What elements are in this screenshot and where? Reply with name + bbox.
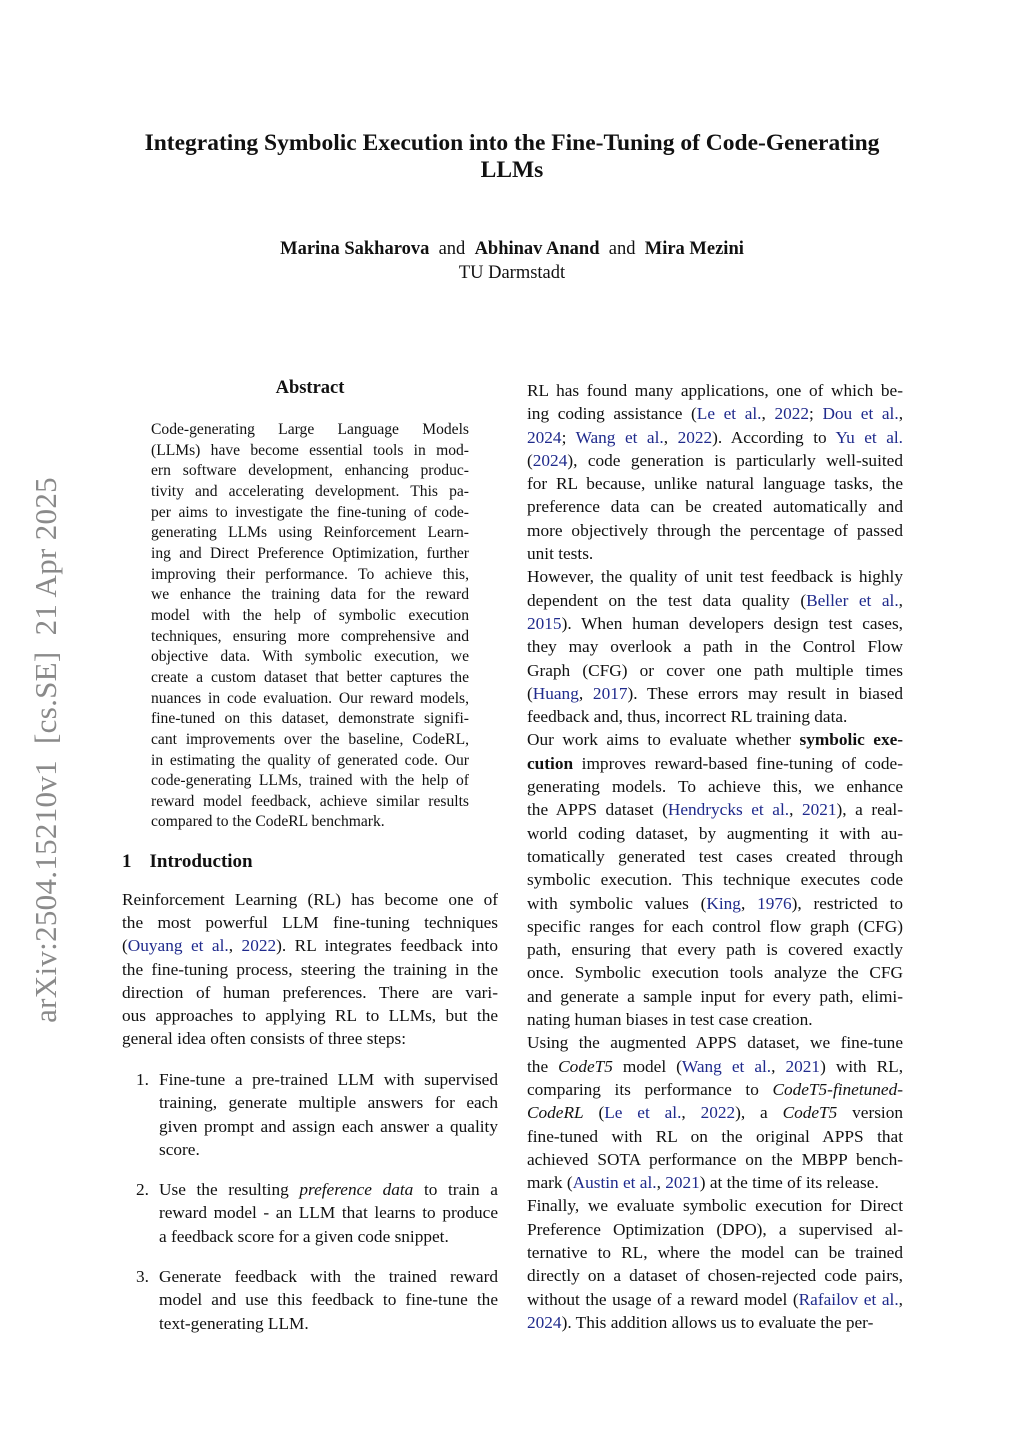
citation-link[interactable]: 2021 bbox=[801, 800, 837, 820]
citation-link[interactable]: 2021 bbox=[785, 1056, 821, 1076]
text-span: score. bbox=[159, 1139, 200, 1159]
text-span: symbolic execution. This technique executes code bbox=[527, 870, 903, 890]
text-span: generating models. To achieve this, we enhance bbox=[527, 777, 903, 797]
text-span: ern software development, enhancing produc- bbox=[151, 462, 469, 480]
text-line bbox=[527, 728, 903, 751]
text-line bbox=[527, 659, 903, 682]
text-line bbox=[527, 1241, 903, 1264]
text-span: ternative to RL, where the model can be trained bbox=[527, 1242, 903, 1262]
text-line bbox=[527, 1078, 903, 1101]
list-item-text bbox=[159, 1068, 498, 1161]
text-line bbox=[159, 1178, 498, 1201]
text-span: we enhance the training data for the reward bbox=[151, 586, 469, 604]
text-span: ), restricted to bbox=[791, 893, 904, 913]
author-block bbox=[100, 237, 924, 285]
text-line bbox=[527, 426, 903, 449]
text-span: given prompt and assign each answer a quality bbox=[159, 1116, 498, 1136]
list-number: 1. bbox=[136, 1070, 149, 1089]
text-span: Graph (CFG) or cover one path multiple times bbox=[527, 660, 903, 680]
text-span: without the usage of a reward model ( bbox=[527, 1289, 799, 1309]
text-span: directly on a dataset of chosen-rejected code pairs, bbox=[527, 1266, 903, 1286]
text-span: nuances in code evaluation. Our reward models, bbox=[151, 689, 469, 707]
text-span: world coding dataset, by augmenting it with au- bbox=[527, 823, 903, 843]
text-span: , bbox=[578, 683, 593, 703]
text-span: once. Symbolic execution tools analyze the CFG bbox=[527, 963, 903, 983]
text-line bbox=[527, 752, 903, 775]
text-line bbox=[527, 1311, 903, 1334]
text-line bbox=[151, 627, 469, 648]
text-span: , bbox=[789, 800, 802, 820]
text-span: improving their performance. To achieve this, bbox=[151, 565, 469, 583]
text-line bbox=[122, 958, 498, 981]
text-line bbox=[527, 892, 903, 915]
citation-link[interactable]: Wang et al. bbox=[575, 427, 664, 447]
text-span: reward model feedback, achieve similar results bbox=[151, 792, 469, 810]
text-span: ). These errors may result in biased bbox=[627, 683, 904, 703]
text-line bbox=[159, 1312, 498, 1335]
text-line bbox=[527, 379, 903, 402]
paragraph bbox=[151, 420, 469, 833]
text-line bbox=[151, 420, 469, 441]
text-line bbox=[151, 771, 469, 792]
text-span: the APPS dataset ( bbox=[527, 800, 668, 820]
text-span: Using the augmented APPS dataset, we fine-tune bbox=[527, 1033, 903, 1053]
introduction-body bbox=[122, 888, 498, 1050]
text-span: Code-generating Large Language Models bbox=[151, 421, 469, 438]
paper-title bbox=[100, 130, 924, 184]
text-span: Our work aims to evaluate whether bbox=[527, 730, 800, 750]
paragraph bbox=[122, 888, 498, 1050]
text-line bbox=[159, 1091, 498, 1114]
author-separator: and bbox=[608, 239, 636, 259]
text-line bbox=[122, 1027, 498, 1050]
text-line bbox=[151, 606, 469, 627]
text-line bbox=[122, 911, 498, 934]
citation-link[interactable]: 1976 bbox=[757, 893, 792, 913]
text-line bbox=[151, 709, 469, 730]
text-span: ), a real- bbox=[836, 800, 903, 820]
text-line bbox=[151, 441, 469, 462]
text-line bbox=[527, 565, 903, 588]
text-span: ). When human developers design test cases, bbox=[561, 613, 903, 633]
citation-link[interactable]: Ouyang et al. bbox=[127, 936, 229, 956]
text-line bbox=[527, 1125, 903, 1148]
text-span: , bbox=[898, 590, 903, 610]
text-span: code-generating LLMs, trained with the help of bbox=[151, 772, 469, 790]
citation-link[interactable]: 2015 bbox=[527, 613, 562, 633]
text-line bbox=[527, 868, 903, 891]
text-line bbox=[527, 1288, 903, 1311]
abstract-heading: Abstract bbox=[275, 378, 345, 398]
section-heading-introduction bbox=[122, 851, 253, 873]
abstract-body bbox=[151, 420, 469, 833]
text-span: more objectively through the percentage of passed bbox=[527, 520, 903, 540]
citation-link[interactable]: Le et al. bbox=[696, 404, 762, 424]
text-span: path, ensuring that every path is covered exactly bbox=[527, 940, 903, 960]
arxiv-identifier-stamp: arXiv:2504.15210v1 [cs.SE] 21 Apr 2025 bbox=[28, 477, 63, 1023]
bold-text: cution bbox=[527, 753, 574, 773]
text-span: ; bbox=[561, 427, 576, 447]
list-item-text bbox=[159, 1265, 498, 1335]
text-line bbox=[527, 985, 903, 1008]
text-line bbox=[122, 934, 498, 957]
text-line bbox=[527, 1148, 903, 1171]
text-span: mark ( bbox=[527, 1173, 573, 1193]
text-span: training, generate multiple answers for each bbox=[159, 1093, 498, 1113]
text-span: nating human biases in test case creation. bbox=[527, 1010, 813, 1030]
list-item bbox=[122, 1068, 498, 1161]
text-line bbox=[527, 635, 903, 658]
text-line bbox=[151, 751, 469, 772]
text-line bbox=[151, 461, 469, 482]
text-span: ), code generation is particularly well-suited bbox=[567, 450, 903, 470]
list-item-text bbox=[159, 1178, 498, 1248]
text-line bbox=[527, 798, 903, 821]
text-span: Generate feedback with the trained reward bbox=[159, 1267, 498, 1286]
text-line bbox=[159, 1225, 498, 1248]
text-line bbox=[527, 822, 903, 845]
text-line bbox=[159, 1138, 498, 1161]
text-span: , bbox=[228, 936, 242, 956]
text-span: specific ranges for each control flow graph (CFG) bbox=[527, 916, 903, 936]
italic-text: CodeT5 bbox=[558, 1056, 613, 1076]
text-span: RL has found many applications, one of which be- bbox=[527, 381, 903, 400]
citation-link[interactable]: Huang bbox=[532, 683, 579, 703]
citation-link[interactable]: 2022 bbox=[700, 1103, 736, 1123]
text-span: , bbox=[656, 1173, 666, 1193]
text-span: Preference Optimization (DPO), a supervised al- bbox=[527, 1219, 903, 1239]
text-span: ). This addition allows us to evaluate the per- bbox=[561, 1312, 874, 1332]
citation-link[interactable]: Rafailov et al. bbox=[798, 1289, 899, 1309]
text-span: they may overlook a path in the Control Flow bbox=[527, 637, 903, 657]
list-item bbox=[122, 1178, 498, 1248]
text-line bbox=[159, 1288, 498, 1311]
citation-link[interactable]: Hendrycks et al. bbox=[667, 800, 790, 820]
text-line bbox=[159, 1068, 498, 1091]
text-line bbox=[527, 682, 903, 705]
text-line bbox=[527, 1171, 903, 1194]
title-line: Integrating Symbolic Execution into the Fine-Tuning of Code-Generating bbox=[144, 130, 880, 156]
text-line bbox=[159, 1115, 498, 1138]
text-span: to train a bbox=[413, 1180, 498, 1199]
text-span: the fine-tuning process, steering the training in the bbox=[122, 959, 498, 979]
text-span: preference data can be created automatically and bbox=[527, 497, 903, 517]
text-span: , bbox=[663, 427, 678, 447]
text-span: version bbox=[837, 1103, 904, 1123]
text-line bbox=[527, 519, 903, 542]
text-span: unit tests. bbox=[527, 544, 594, 564]
citation-link[interactable]: Beller et al. bbox=[806, 590, 899, 610]
list-item bbox=[122, 1265, 498, 1335]
citation-link[interactable]: 2021 bbox=[665, 1173, 700, 1193]
author-name: Mira Mezini bbox=[644, 239, 744, 259]
text-span: , bbox=[898, 404, 904, 424]
text-line bbox=[151, 730, 469, 751]
text-span: and generate a sample input for every path, elimi- bbox=[527, 986, 903, 1006]
text-span: direction of human preferences. There are vari- bbox=[122, 982, 498, 1002]
text-line bbox=[527, 961, 903, 984]
text-span: ) at the time of its release. bbox=[699, 1173, 879, 1193]
text-span: create a custom dataset that better captures the bbox=[151, 668, 469, 686]
text-span: achieved SOTA performance on the MBPP bench- bbox=[527, 1149, 903, 1169]
author-name: Marina Sakharova bbox=[280, 239, 430, 259]
paragraph bbox=[527, 379, 903, 565]
text-line bbox=[527, 542, 903, 565]
paragraph bbox=[527, 728, 903, 1031]
text-span: a feedback score for a given code snippet. bbox=[159, 1226, 449, 1246]
citation-link[interactable]: 2022 bbox=[241, 936, 277, 956]
text-span: compared to the CodeRL benchmark. bbox=[151, 813, 385, 831]
text-span: ing and Direct Preference Optimization, further bbox=[151, 544, 469, 562]
text-line bbox=[527, 1218, 903, 1241]
paragraph bbox=[527, 1031, 903, 1194]
text-span: (LLMs) have become essential tools in mod- bbox=[151, 441, 469, 459]
text-span: text-generating LLM. bbox=[159, 1313, 309, 1333]
text-span: , bbox=[681, 1103, 701, 1123]
text-span: model and use this feedback to fine-tune the bbox=[159, 1290, 498, 1310]
text-line bbox=[527, 1055, 903, 1078]
text-line bbox=[151, 647, 469, 668]
text-span: ( bbox=[583, 1103, 605, 1123]
citation-link[interactable]: Austin et al. bbox=[572, 1173, 657, 1193]
text-span: ). RL integrates feedback into bbox=[276, 936, 499, 956]
title-line: LLMs bbox=[480, 157, 544, 183]
citation-link[interactable]: Dou et al. bbox=[822, 404, 899, 424]
text-line bbox=[151, 482, 469, 503]
text-line bbox=[527, 1194, 903, 1217]
text-line bbox=[527, 472, 903, 495]
text-line bbox=[527, 1101, 903, 1124]
citation-link[interactable]: King bbox=[706, 893, 741, 913]
text-line bbox=[527, 775, 903, 798]
text-span: ; bbox=[809, 404, 823, 424]
section-number: 1 bbox=[122, 851, 132, 872]
text-span: , bbox=[740, 893, 758, 913]
text-line bbox=[151, 689, 469, 710]
citation-link[interactable]: Le et al. bbox=[604, 1103, 682, 1123]
text-span: the bbox=[527, 1056, 559, 1076]
text-span: ( bbox=[527, 683, 533, 703]
section-title: Introduction bbox=[149, 851, 253, 872]
citation-link[interactable]: 2024 bbox=[527, 427, 562, 447]
text-line bbox=[151, 503, 469, 524]
text-line bbox=[151, 523, 469, 544]
italic-text: CodeRL bbox=[527, 1103, 584, 1123]
text-span: ( bbox=[527, 450, 533, 470]
text-line bbox=[527, 1264, 903, 1287]
text-span: Use the resulting bbox=[159, 1180, 300, 1199]
text-span: comparing its performance to bbox=[527, 1079, 773, 1099]
citation-link[interactable]: 2017 bbox=[592, 683, 628, 703]
text-span: Finally, we evaluate symbolic execution for Direct bbox=[527, 1196, 903, 1216]
text-span: , bbox=[771, 1056, 786, 1076]
text-span: improves reward-based fine-tuning of code- bbox=[573, 753, 903, 773]
text-span: general idea often consists of three steps: bbox=[122, 1029, 407, 1049]
text-line bbox=[122, 981, 498, 1004]
text-span: model with the help of symbolic execution bbox=[151, 606, 469, 624]
text-line bbox=[122, 1004, 498, 1027]
affiliation: TU Darmstadt bbox=[458, 263, 566, 283]
text-line bbox=[527, 705, 903, 728]
text-line bbox=[527, 449, 903, 472]
text-line bbox=[527, 1031, 903, 1054]
text-span: in estimating the quality of generated code. Our bbox=[151, 751, 469, 769]
text-line bbox=[151, 668, 469, 689]
text-line bbox=[151, 544, 469, 565]
text-span: However, the quality of unit test feedback is highly bbox=[527, 567, 903, 587]
author-separator: and bbox=[438, 239, 466, 259]
text-span: for RL because, unlike natural language tasks, the bbox=[527, 474, 903, 494]
text-span: with symbolic values ( bbox=[527, 893, 707, 913]
citation-link[interactable]: 2024 bbox=[532, 450, 568, 470]
italic-text: CodeT5 bbox=[782, 1103, 838, 1123]
text-line bbox=[151, 585, 469, 606]
text-span: Reinforcement Learning (RL) has become one of bbox=[122, 890, 498, 909]
text-line bbox=[527, 915, 903, 938]
text-span: feedback and, thus, incorrect RL training data. bbox=[527, 707, 848, 727]
text-span: cant improvements over the baseline, CodeRL, bbox=[151, 730, 469, 748]
text-span: ous approaches to applying RL to LLMs, but the bbox=[122, 1006, 498, 1026]
text-line bbox=[151, 792, 469, 813]
text-span: techniques, ensuring more comprehensive and bbox=[151, 627, 469, 645]
italic-text: CodeT5-finetuned- bbox=[772, 1079, 903, 1099]
text-span: per aims to investigate the fine-tuning of code- bbox=[151, 503, 469, 521]
text-span: model ( bbox=[612, 1056, 682, 1076]
text-span: , bbox=[898, 1289, 903, 1309]
text-span: ing coding assistance ( bbox=[527, 404, 697, 424]
text-span: ), a bbox=[735, 1103, 783, 1123]
citation-link[interactable]: Wang et al. bbox=[681, 1056, 772, 1076]
text-span: ) with RL, bbox=[820, 1056, 904, 1076]
text-span: Fine-tune a pre-trained LLM with supervised bbox=[159, 1070, 498, 1089]
text-span: ( bbox=[122, 936, 128, 956]
text-line bbox=[159, 1201, 498, 1224]
list-number: 2. bbox=[136, 1180, 149, 1199]
text-line bbox=[527, 1008, 903, 1031]
text-span: the most powerful LLM fine-tuning techniques bbox=[122, 913, 498, 933]
text-line bbox=[527, 612, 903, 635]
citation-link[interactable]: 2022 bbox=[774, 404, 810, 424]
italic-text: preference data bbox=[299, 1180, 414, 1199]
text-span: fine-tuned with RL on the original APPS that bbox=[527, 1126, 903, 1146]
bold-text: symbolic exe- bbox=[799, 730, 904, 750]
list-number: 3. bbox=[136, 1267, 149, 1286]
text-span: , bbox=[761, 404, 775, 424]
text-span: tivity and accelerating development. This pa- bbox=[151, 482, 469, 500]
author-name: Abhinav Anand bbox=[474, 239, 600, 259]
text-line bbox=[151, 812, 469, 833]
text-line bbox=[527, 938, 903, 961]
text-span: generating LLMs using Reinforcement Learn- bbox=[151, 524, 469, 542]
text-line bbox=[159, 1265, 498, 1288]
text-line bbox=[151, 565, 469, 586]
text-line bbox=[527, 845, 903, 868]
text-line bbox=[122, 888, 498, 911]
text-span: objective data. With symbolic execution, we bbox=[151, 648, 469, 666]
right-column-body bbox=[527, 379, 903, 1334]
citation-link[interactable]: 2022 bbox=[677, 427, 713, 447]
text-line bbox=[527, 402, 903, 425]
citation-link[interactable]: 2024 bbox=[527, 1312, 562, 1332]
citation-link[interactable]: Yu et al. bbox=[835, 427, 903, 447]
text-span: reward model - an LLM that learns to produce bbox=[159, 1203, 498, 1223]
text-span: fine-tuned on this dataset, demonstrate signifi- bbox=[151, 710, 469, 728]
text-line bbox=[527, 589, 903, 612]
paragraph bbox=[527, 1194, 903, 1334]
text-span: ). According to bbox=[712, 427, 836, 447]
text-line bbox=[527, 495, 903, 518]
text-span: tomatically generated test cases created through bbox=[527, 846, 903, 866]
text-span: dependent on the test data quality ( bbox=[527, 590, 807, 610]
paragraph bbox=[527, 565, 903, 728]
